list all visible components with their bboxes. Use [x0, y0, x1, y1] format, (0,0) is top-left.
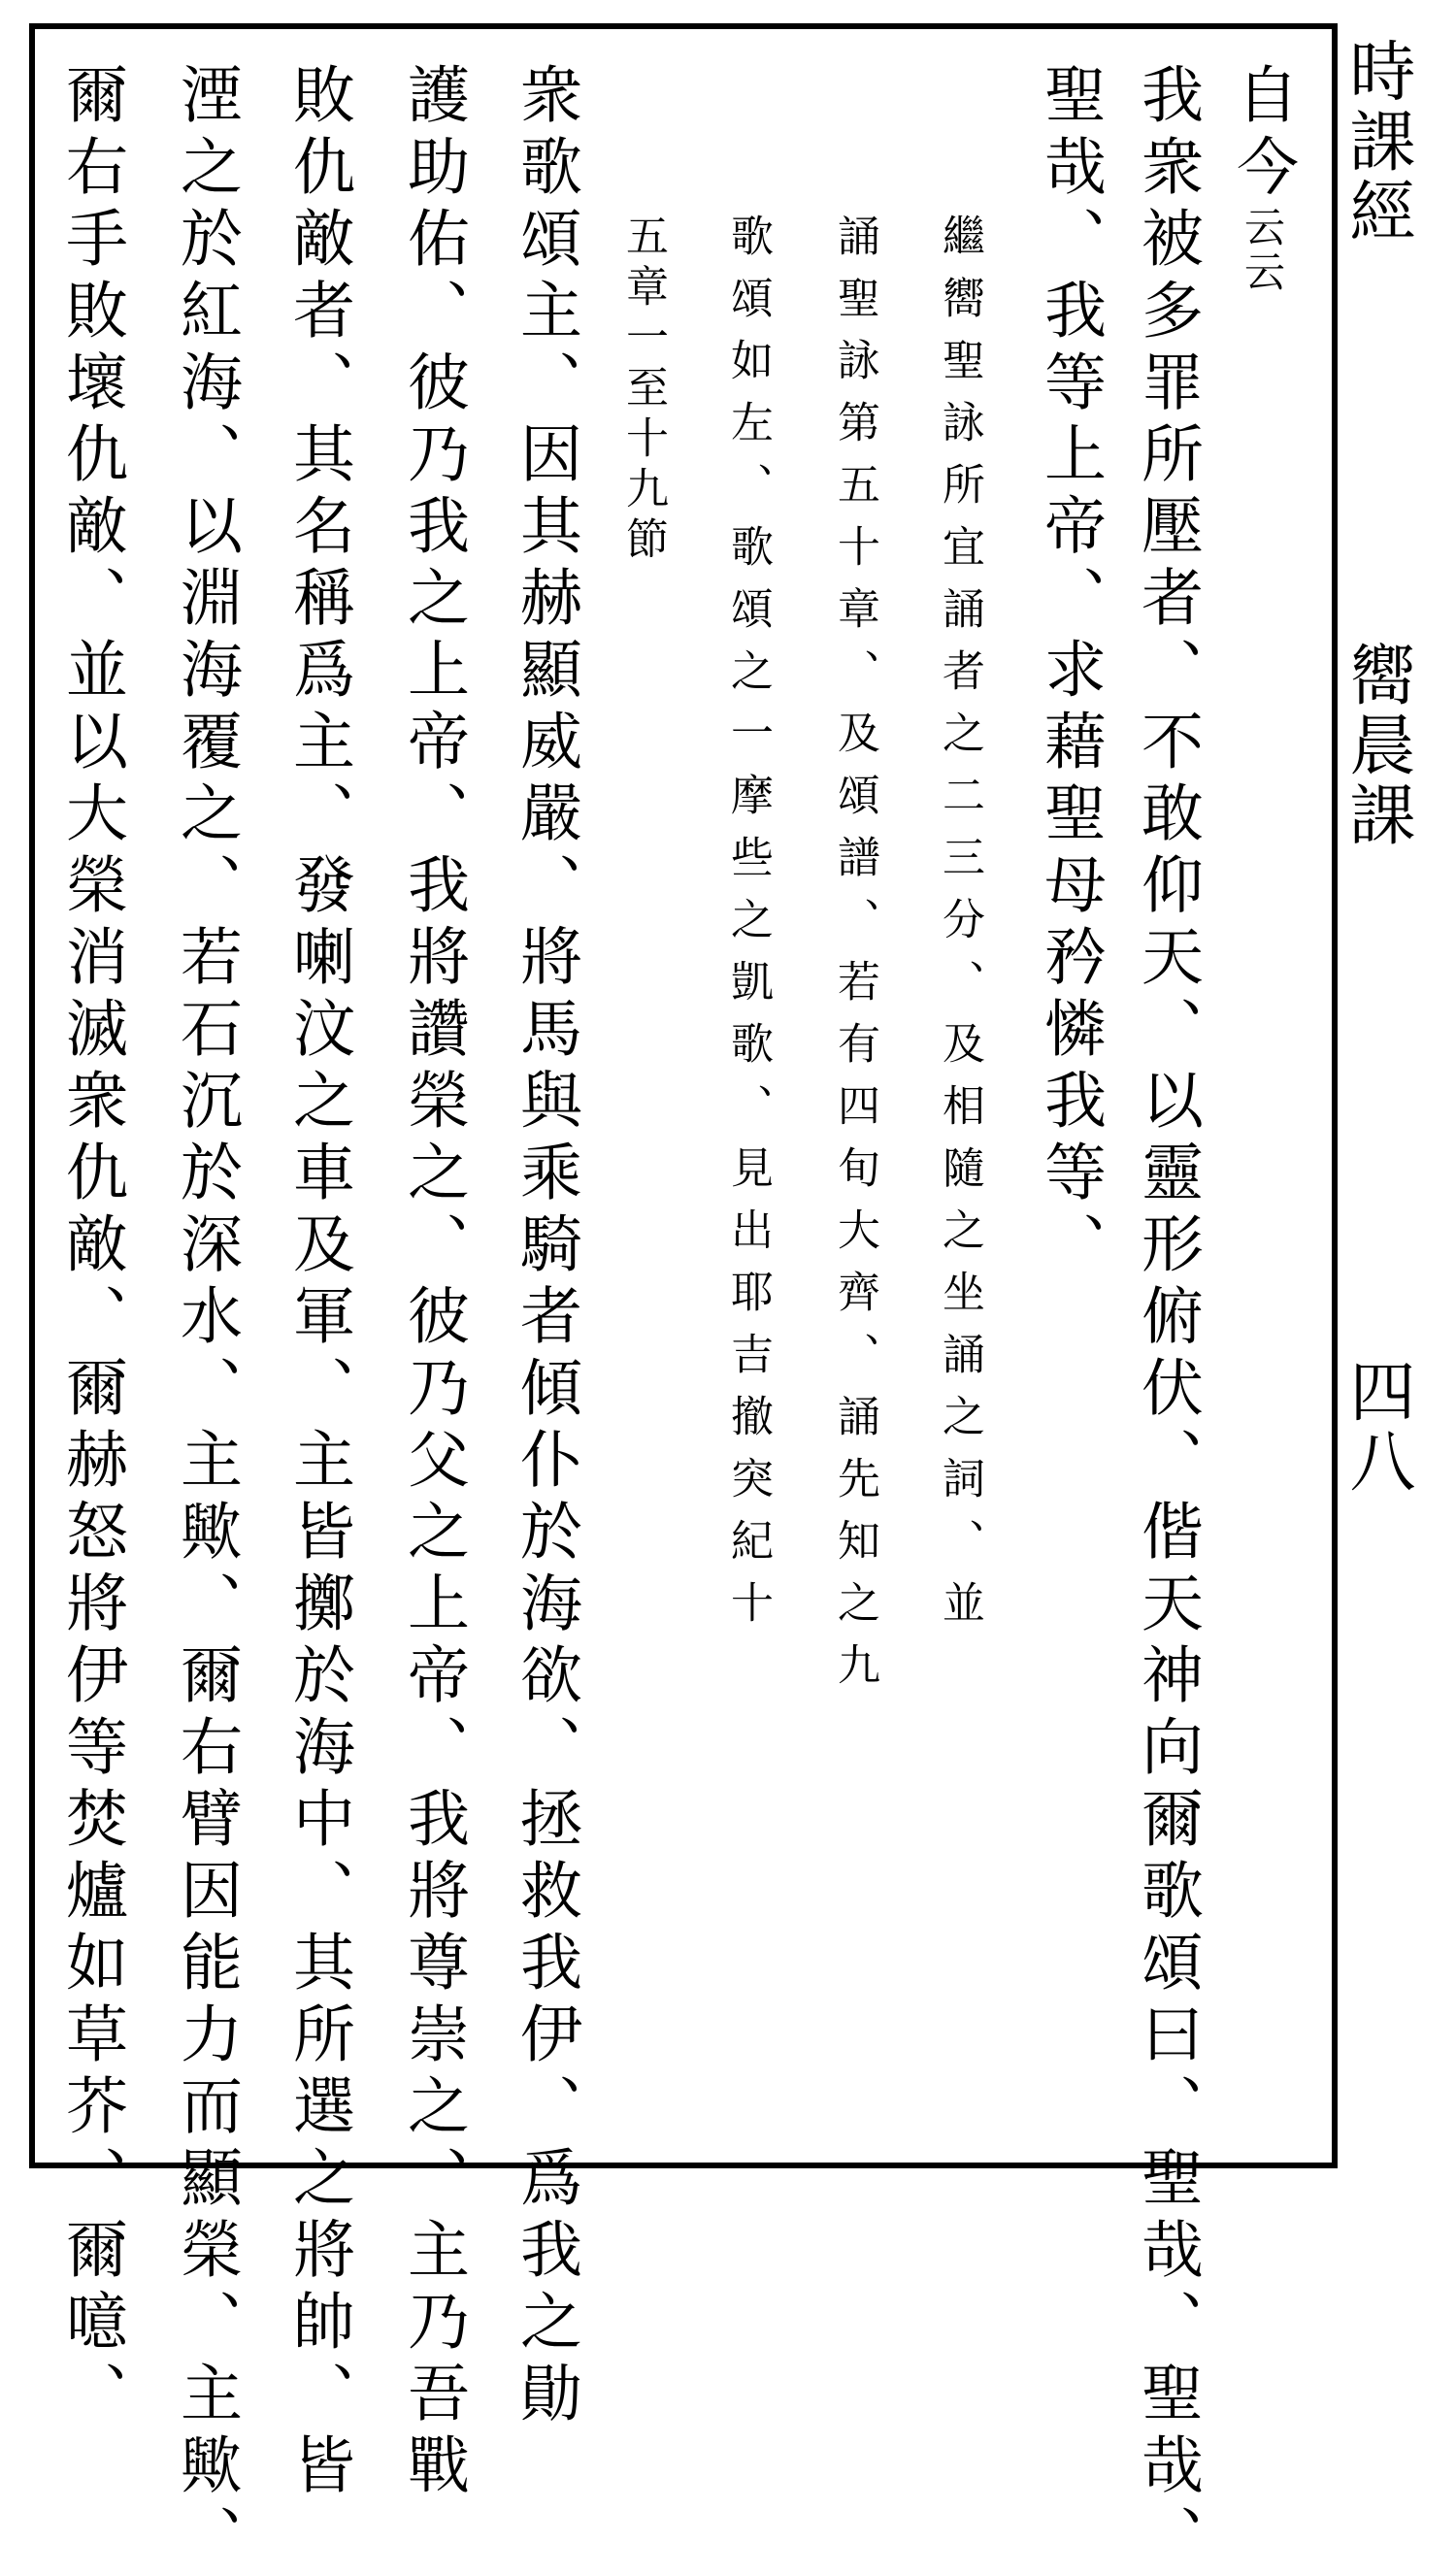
- note-column-4: 五章一至十九節: [618, 214, 668, 567]
- text-column-8: 爾右手敗壞仇敵、並以大榮消滅衆仇敵、爾赫怒將伊等焚爐如草芥、爾噫、: [55, 62, 127, 2432]
- text-column-6: 敗仇敵者、其名稱爲主、發喇汶之車及軍、主皆擲於海中、其所選之將帥、皆: [282, 62, 354, 2504]
- note-column-1: 繼嚮聖詠所宜誦者之二三分、及相隨之坐誦之詞、並: [935, 214, 984, 1642]
- note-column-3: 歌頌如左、歌頌之一摩些之凱歌、見出耶吉撤突紀十: [723, 214, 773, 1642]
- column-small-text: 云云: [1239, 206, 1286, 295]
- book-title: 時課經: [1339, 37, 1415, 247]
- text-column-5: 護助佑、彼乃我之上帝、我將讚榮之、彼乃父之上帝、我將尊崇之、主乃吾戰: [397, 62, 469, 2504]
- text-column-3: 聖哉、我等上帝、求藉聖母矜憐我等、: [1034, 62, 1106, 1283]
- page-header: [1339, 37, 1456, 2172]
- page-number: 四八: [1339, 1357, 1415, 1497]
- text-column-7: 湮之於紅海、以淵海覆之、若石沉於深水、主歟、爾右臂因能力而顯榮、主歟、: [170, 62, 242, 2576]
- text-column-2: 我衆被多罪所壓者、不敢仰天、以靈形俯伏、偕天神向爾歌頌曰、聖哉、聖哉、: [1131, 62, 1203, 2576]
- text-column-4: 衆歌頌主、因其赫顯威嚴、將馬與乘騎者傾仆於海欲、拯救我伊、爲我之勛: [510, 62, 581, 2432]
- text-column-1: [1226, 62, 1298, 295]
- note-column-2: 誦聖詠第五十章、及頌譜、若有四旬大齊、誦先知之九: [830, 214, 879, 1704]
- column-main-text: 自今: [1226, 62, 1298, 206]
- section-title: 嚮晨課: [1339, 641, 1415, 850]
